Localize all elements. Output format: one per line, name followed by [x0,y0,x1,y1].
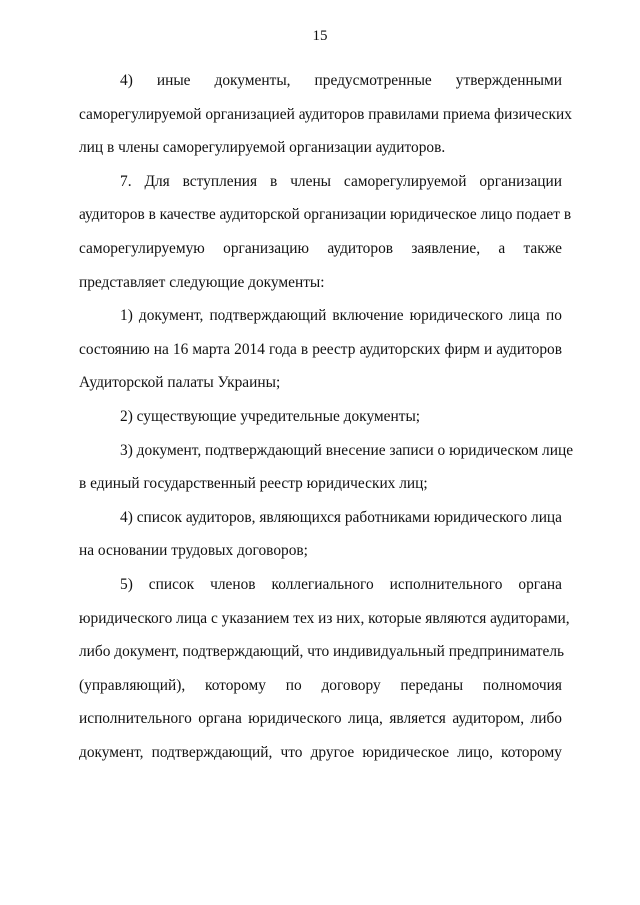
text-line: 3) документ, подтверждающий внесение записи о юридическом лице [120,441,574,459]
text-line: 2) существующие учредительные документы; [120,407,421,425]
text-line: 5) список членов коллегиального исполнительного органа [120,575,562,593]
text-line: (управляющий), которому по договору переданы полномочия [79,676,562,694]
text-line: 4) список аудиторов, являющихся работниками юридического лица [120,508,562,526]
list-item-3 [79,434,574,501]
list-item-5 [79,568,570,770]
text-line: 1) документ, подтверждающий включение юридического лица по [120,307,562,325]
text-line: саморегулируемую организацию аудиторов заявление, а также [79,239,562,257]
text-line: на основании трудовых договоров; [79,542,308,560]
text-line: состоянию на 16 марта 2014 года в реестр аудиторских фирм и аудиторов [79,340,562,358]
list-item-1 [79,299,562,400]
text-line: юридического лица с указанием тех из них, которые являются аудиторами, [79,609,570,627]
paragraph-item-4-other-documents [79,64,572,165]
document-body [79,64,574,769]
text-line: либо документ, подтверждающий, что индивидуальный предприниматель [79,643,565,661]
list-item-2 [79,400,562,434]
text-line: аудиторов в качестве аудиторской организации юридическое лицо подает в [79,206,572,224]
text-line: саморегулируемой организацией аудиторов правилами приема физических [79,105,572,123]
page-number: 15 [312,28,328,44]
text-line: 4) иные документы, предусмотренные утвержденными [120,72,562,89]
text-line: документ, подтверждающий, что другое юридическое лицо, которому [79,743,562,761]
text-line: 7. Для вступления в члены саморегулируемой организации [120,172,562,190]
text-line: исполнительного органа юридического лица, является аудитором, либо [79,710,562,728]
text-line: Аудиторской палаты Украины; [79,374,281,392]
text-line: представляет следующие документы: [79,273,325,291]
paragraph-clause-7 [79,165,572,299]
text-line: лиц в члены саморегулируемой организации аудиторов. [79,139,446,157]
text-line: в единый государственный реестр юридических лиц; [79,475,428,493]
list-item-4 [79,501,562,568]
